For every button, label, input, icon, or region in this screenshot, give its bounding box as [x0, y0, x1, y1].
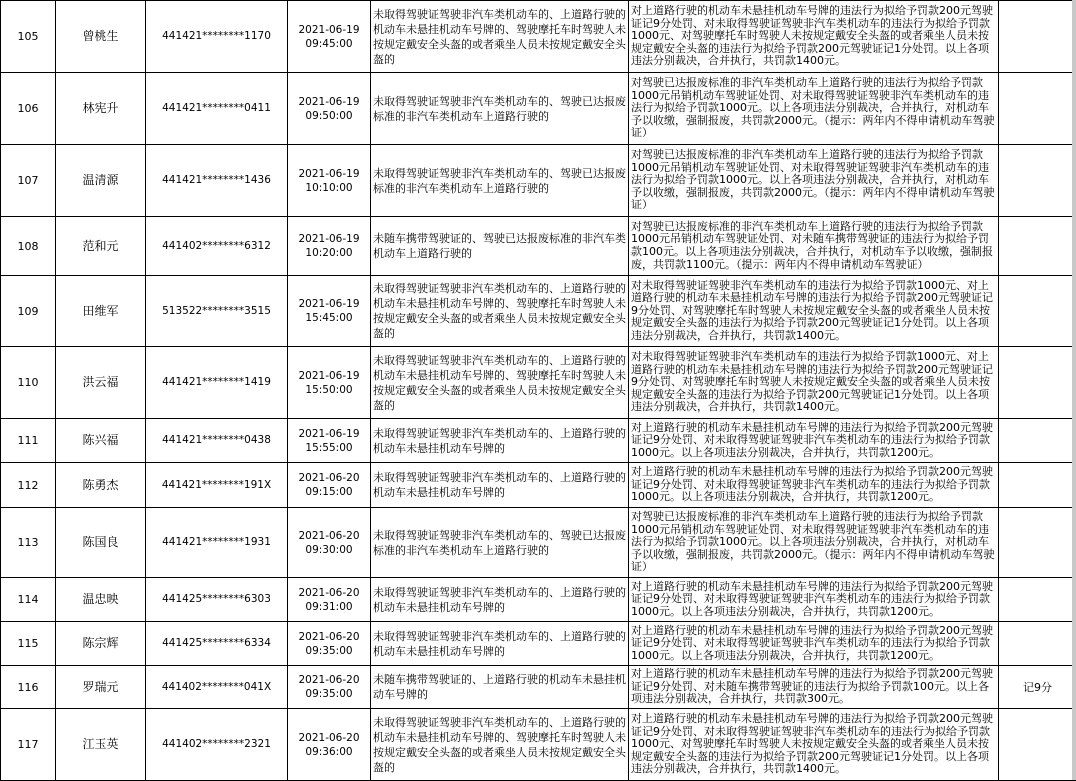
penalty-text: 对未取得驾驶证驾驶非汽车类机动车的违法行为拟给予罚款1000元、对上道路行驶的机动车未悬挂机动车号牌的违法行为拟给予罚款200元驾驶证记9分处罚、对驾驶摩托车时驾驶人未按规定戴安全头盔的或者乘坐人员未按规定戴安全头盔的违法行为拟给予罚款200元驾驶证记1分处罚。以上各项违法分别裁决，合并执行，共罚款1400元。 — [631, 351, 996, 414]
violation-time: 09:35:00 — [288, 644, 370, 658]
violation-datetime — [288, 578, 371, 622]
penalty-description — [629, 508, 999, 578]
penalty-description — [629, 217, 999, 276]
table-row — [1, 1, 1076, 73]
violation-date: 2021-06-20 — [288, 471, 370, 485]
violation-date: 2021-06-19 — [288, 232, 370, 246]
row-number: 116 — [1, 666, 56, 709]
violation-description: 未取得驾驶证驾驶非汽车类机动车的、上道路行驶的机动车未悬挂机动车号牌的、驾驶摩托车时驾驶人未按规定戴安全头盔的或者乘坐人员未按规定戴安全头盔的 — [371, 276, 629, 347]
extra-note — [999, 276, 1076, 347]
penalty-description — [629, 347, 999, 419]
extra-note — [999, 1, 1076, 73]
violation-description: 未随车携带驾驶证的、驾驶已达报废标准的非汽车类机动车上道路行驶的 — [371, 217, 629, 276]
id-number: 441421********1436 — [146, 145, 288, 217]
row-number: 117 — [1, 709, 56, 781]
penalty-description — [629, 73, 999, 145]
penalty-text: 对驾驶已达报废标准的非汽车类机动车上道路行驶的违法行为拟给予罚款1000元吊销机动车驾驶证处罚、对未取得驾驶证驾驶非汽车类机动车的违法行为拟给予罚款1000元。以上各项违法分别裁决，合并执行，对机动车予以收缴，强制报废，共罚款2000元。（提示：两年内不得申请机动车驾驶证） — [631, 149, 996, 212]
id-number: 441421********1170 — [146, 1, 288, 73]
penalty-description — [629, 276, 999, 347]
row-number: 105 — [1, 1, 56, 73]
penalty-text: 对上道路行驶的机动车未悬挂机动车号牌的违法行为拟给予罚款200元驾驶证记9分处罚、对未取得驾驶证驾驶非汽车类机动车的违法行为拟给予罚款1000元。以上各项违法分别裁决，合并执行，共罚款1200元。 — [631, 625, 996, 663]
violation-description: 未取得驾驶证驾驶非汽车类机动车的、上道路行驶的机动车未悬挂机动车号牌的、驾驶摩托车时驾驶人未按规定戴安全头盔的或者乘坐人员未按规定戴安全头盔的 — [371, 347, 629, 419]
violation-date: 2021-06-20 — [288, 586, 370, 600]
violation-date: 2021-06-19 — [288, 427, 370, 441]
violation-datetime — [288, 622, 371, 666]
person-name: 林宪升 — [56, 73, 146, 145]
violation-datetime — [288, 217, 371, 276]
id-number: 441425********6303 — [146, 578, 288, 622]
person-name: 陈宗辉 — [56, 622, 146, 666]
extra-note — [999, 73, 1076, 145]
extra-note — [999, 463, 1076, 508]
penalty-text: 对驾驶已达报废标准的非汽车类机动车上道路行驶的违法行为拟给予罚款1000元吊销机动车驾驶证处罚、对未随车携带驾驶证的违法行为拟给予罚款100元。以上各项违法分别裁决，合并执行，对机动车予以收缴，强制报废，共罚款1100元。（提示：两年内不得申请机动车驾驶证） — [631, 221, 996, 271]
violation-datetime — [288, 508, 371, 578]
row-number: 114 — [1, 578, 56, 622]
violation-description: 未取得驾驶证驾驶非汽车类机动车的、上道路行驶的机动车未悬挂机动车号牌的、驾驶摩托车时驾驶人未按规定戴安全头盔的或者乘坐人员未按规定戴安全头盔的 — [371, 1, 629, 73]
violation-time: 09:45:00 — [288, 37, 370, 51]
violation-time: 09:35:00 — [288, 687, 370, 701]
table-row — [1, 508, 1076, 578]
penalty-description — [629, 419, 999, 463]
violation-datetime — [288, 1, 371, 73]
row-number: 115 — [1, 622, 56, 666]
violation-datetime — [288, 145, 371, 217]
person-name: 温清源 — [56, 145, 146, 217]
violation-date: 2021-06-19 — [288, 23, 370, 37]
penalty-description — [629, 622, 999, 666]
penalty-description — [629, 709, 999, 781]
row-number: 110 — [1, 347, 56, 419]
violation-date: 2021-06-19 — [288, 167, 370, 181]
row-number: 112 — [1, 463, 56, 508]
table-row — [1, 463, 1076, 508]
id-number: 441402********041X — [146, 666, 288, 709]
penalty-text: 对驾驶已达报废标准的非汽车类机动车上道路行驶的违法行为拟给予罚款1000元吊销机动车驾驶证处罚、对未取得驾驶证驾驶非汽车类机动车的违法行为拟给予罚款1000元。以上各项违法分别裁决，合并执行，对机动车予以收缴，强制报废，共罚款2000元。（提示：两年内不得申请机动车驾驶证） — [631, 511, 996, 574]
person-name: 江玉英 — [56, 709, 146, 781]
violation-description: 未取得驾驶证驾驶非汽车类机动车的、驾驶已达报废标准的非汽车类机动车上道路行驶的 — [371, 73, 629, 145]
row-number: 113 — [1, 508, 56, 578]
penalty-text: 对上道路行驶的机动车未悬挂机动车号牌的违法行为拟给予罚款200元驾驶证记9分处罚、对未取得驾驶证驾驶非汽车类机动车的违法行为拟给予罚款1000元。以上各项违法分别裁决，合并执行，共罚款1200元。 — [631, 466, 996, 504]
violation-datetime — [288, 709, 371, 781]
violation-date: 2021-06-20 — [288, 630, 370, 644]
table-row — [1, 578, 1076, 622]
violation-time: 09:50:00 — [288, 109, 370, 123]
violation-datetime — [288, 276, 371, 347]
person-name: 罗瑞元 — [56, 666, 146, 709]
extra-note — [999, 217, 1076, 276]
table-row — [1, 276, 1076, 347]
penalty-description — [629, 145, 999, 217]
violation-time: 15:45:00 — [288, 311, 370, 325]
id-number: 441425********6334 — [146, 622, 288, 666]
id-number: 441402********6312 — [146, 217, 288, 276]
extra-note — [999, 709, 1076, 781]
table-row — [1, 419, 1076, 463]
violation-description: 未取得驾驶证驾驶非汽车类机动车的、上道路行驶的机动车未悬挂机动车号牌的 — [371, 622, 629, 666]
penalty-description — [629, 463, 999, 508]
id-number: 441421********0438 — [146, 419, 288, 463]
penalty-text: 对上道路行驶的机动车未悬挂机动车号牌的违法行为拟给予罚款200元驾驶证记9分处罚、对未取得驾驶证驾驶非汽车类机动车的违法行为拟给予罚款1000元、对驾驶摩托车时驾驶人未按规定戴安全头盔的或者乘坐人员未按规定戴安全头盔的违法行为拟给予罚款200元驾驶证记1分处罚。以上各项违法分别裁决，合并执行，共罚款1400元。 — [631, 5, 996, 68]
violation-date: 2021-06-20 — [288, 529, 370, 543]
table-row — [1, 347, 1076, 419]
row-number: 106 — [1, 73, 56, 145]
table-row — [1, 73, 1076, 145]
violation-time: 09:31:00 — [288, 600, 370, 614]
id-number: 441421********0411 — [146, 73, 288, 145]
violation-date: 2021-06-20 — [288, 673, 370, 687]
person-name: 范和元 — [56, 217, 146, 276]
person-name: 陈勇杰 — [56, 463, 146, 508]
violation-description: 未随车携带驾驶证的、上道路行驶的机动车未悬挂机动车号牌的 — [371, 666, 629, 709]
table-row — [1, 709, 1076, 781]
person-name: 陈兴福 — [56, 419, 146, 463]
extra-note — [999, 508, 1076, 578]
table-body — [1, 1, 1076, 781]
violation-time: 15:50:00 — [288, 383, 370, 397]
violation-time: 10:20:00 — [288, 246, 370, 260]
violation-date: 2021-06-20 — [288, 731, 370, 745]
penalty-text: 对上道路行驶的机动车未悬挂机动车号牌的违法行为拟给予罚款200元驾驶证记9分处罚、对未取得驾驶证驾驶非汽车类机动车的违法行为拟给予罚款1000元。以上各项违法分别裁决，合并执行，共罚款1200元。 — [631, 422, 996, 460]
id-number: 441402********2321 — [146, 709, 288, 781]
id-number: 441421********191X — [146, 463, 288, 508]
violation-date: 2021-06-19 — [288, 369, 370, 383]
person-name: 洪云福 — [56, 347, 146, 419]
id-number: 513522********3515 — [146, 276, 288, 347]
penalty-text: 对上道路行驶的机动车未悬挂机动车号牌的违法行为拟给予罚款200元驾驶证记9分处罚、对未取得驾驶证驾驶非汽车类机动车的违法行为拟给予罚款1000元。以上各项违法分别裁决，合并执行，共罚款1200元。 — [631, 581, 996, 619]
violation-datetime — [288, 73, 371, 145]
row-number: 107 — [1, 145, 56, 217]
table-row — [1, 622, 1076, 666]
violation-time: 09:30:00 — [288, 543, 370, 557]
violation-time: 10:10:00 — [288, 181, 370, 195]
violation-description: 未取得驾驶证驾驶非汽车类机动车的、上道路行驶的机动车未悬挂机动车号牌的 — [371, 419, 629, 463]
extra-note: 记9分 — [999, 666, 1076, 709]
row-number: 109 — [1, 276, 56, 347]
violation-date: 2021-06-19 — [288, 297, 370, 311]
violation-datetime — [288, 419, 371, 463]
id-number: 441421********1419 — [146, 347, 288, 419]
table-row — [1, 217, 1076, 276]
penalty-text: 对驾驶已达报废标准的非汽车类机动车上道路行驶的违法行为拟给予罚款1000元吊销机动车驾驶证处罚、对未取得驾驶证驾驶非汽车类机动车的违法行为拟给予罚款1000元。以上各项违法分别裁决，合并执行，对机动车予以收缴，强制报废，共罚款2000元。（提示：两年内不得申请机动车驾驶证） — [631, 77, 996, 140]
person-name: 田维军 — [56, 276, 146, 347]
extra-note — [999, 622, 1076, 666]
violation-time: 09:15:00 — [288, 485, 370, 499]
person-name: 曾桃生 — [56, 1, 146, 73]
person-name: 陈国良 — [56, 508, 146, 578]
violation-description: 未取得驾驶证驾驶非汽车类机动车的、上道路行驶的机动车未悬挂机动车号牌的 — [371, 463, 629, 508]
penalty-description — [629, 578, 999, 622]
violation-time: 09:36:00 — [288, 745, 370, 759]
violation-date: 2021-06-19 — [288, 95, 370, 109]
violation-datetime — [288, 347, 371, 419]
row-number: 108 — [1, 217, 56, 276]
extra-note — [999, 578, 1076, 622]
violation-description: 未取得驾驶证驾驶非汽车类机动车的、上道路行驶的机动车未悬挂机动车号牌的、驾驶摩托车时驾驶人未按规定戴安全头盔的或者乘坐人员未按规定戴安全头盔的 — [371, 709, 629, 781]
violation-description: 未取得驾驶证驾驶非汽车类机动车的、驾驶已达报废标准的非汽车类机动车上道路行驶的 — [371, 508, 629, 578]
extra-note — [999, 145, 1076, 217]
penalty-text: 对上道路行驶的机动车未悬挂机动车号牌的违法行为拟给予罚款200元驾驶证记9分处罚、对未随车携带驾驶证的违法行为拟给予罚款100元。以上各项违法分别裁决，合并执行，共罚款300元。 — [631, 668, 996, 706]
penalty-description — [629, 1, 999, 73]
window-edge — [1072, 0, 1076, 780]
person-name: 温忠映 — [56, 578, 146, 622]
violation-datetime — [288, 463, 371, 508]
violation-time: 15:55:00 — [288, 441, 370, 455]
table-row — [1, 666, 1076, 709]
table-row — [1, 145, 1076, 217]
penalty-text: 对未取得驾驶证驾驶非汽车类机动车的违法行为拟给予罚款1000元、对上道路行驶的机动车未悬挂机动车号牌的违法行为拟给予罚款200元驾驶证记9分处罚、对驾驶摩托车时驾驶人未按规定戴安全头盔的或者乘坐人员未按规定戴安全头盔的违法行为拟给予罚款200元驾驶证记1分处罚。以上各项违法分别裁决，合并执行，共罚款1400元。 — [631, 280, 996, 343]
penalty-description — [629, 666, 999, 709]
penalty-text: 对上道路行驶的机动车未悬挂机动车号牌的违法行为拟给予罚款200元驾驶证记9分处罚、对未取得驾驶证驾驶非汽车类机动车的违法行为拟给予罚款1000元、对驾驶摩托车时驾驶人未按规定戴安全头盔的或者乘坐人员未按规定戴安全头盔的违法行为拟给予罚款200元驾驶证记1分处罚。以上各项违法分别裁决，合并执行，共罚款1400元。 — [631, 713, 996, 776]
extra-note — [999, 419, 1076, 463]
extra-note — [999, 347, 1076, 419]
row-number: 111 — [1, 419, 56, 463]
id-number: 441421********1931 — [146, 508, 288, 578]
violation-description: 未取得驾驶证驾驶非汽车类机动车的、上道路行驶的机动车未悬挂机动车号牌的 — [371, 578, 629, 622]
violation-description: 未取得驾驶证驾驶非汽车类机动车的、驾驶已达报废标准的非汽车类机动车上道路行驶的 — [371, 145, 629, 217]
violation-datetime — [288, 666, 371, 709]
